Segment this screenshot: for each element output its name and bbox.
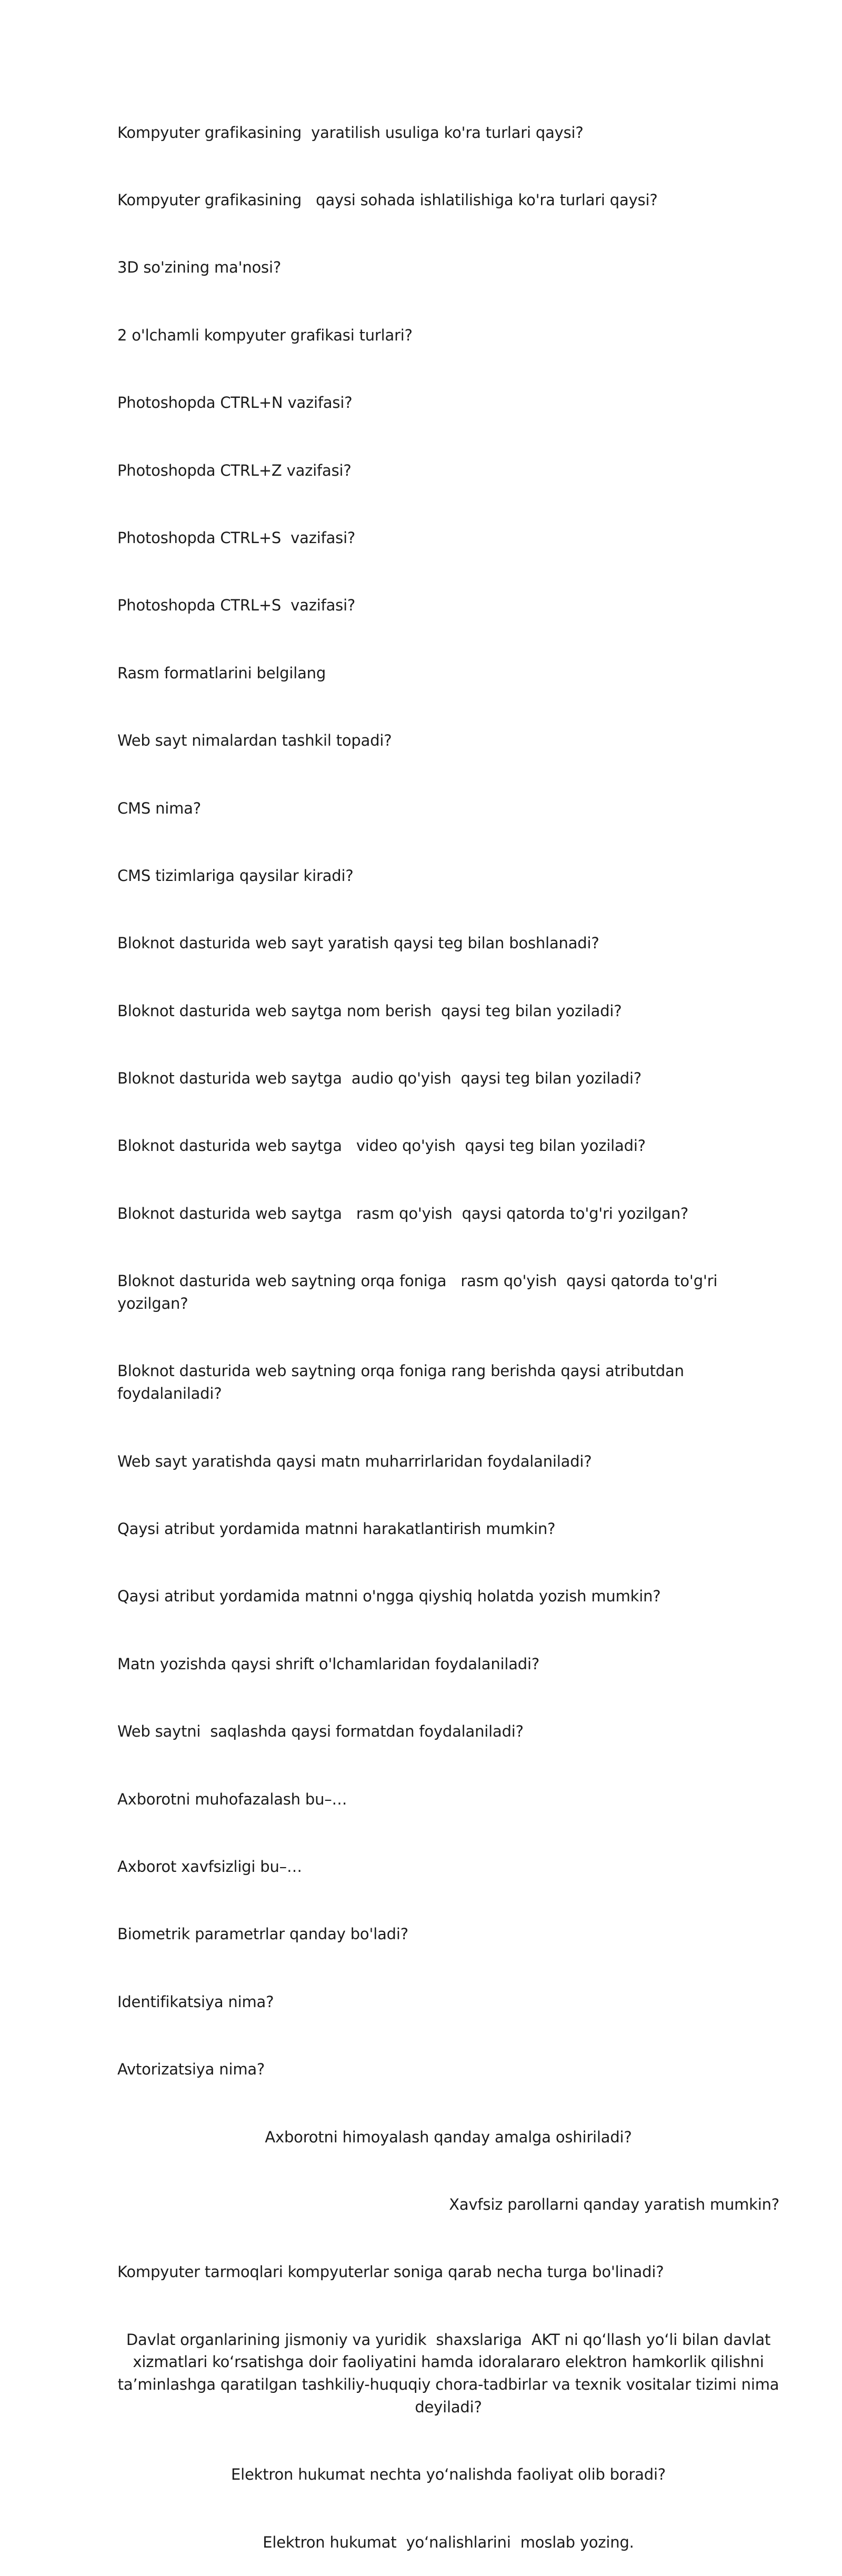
question-line: 2 o'lchamli kompyuter grafikasi turlari?	[117, 326, 413, 344]
question-line: Bloknot dasturida web saytning orqa foniga rang berishda qaysi atributdan foydalaniladi?	[117, 1362, 689, 1403]
question-line: Web sayt nimalardan tashkil topadi?	[117, 731, 392, 750]
question-line: CMS nima?	[117, 799, 201, 817]
question-line: Axborot xavfsizligi bu–…	[117, 1857, 302, 1876]
question-paragraph-centered: Davlat organlarining jismoniy va yuridik shaxslariga AKT ni qo‘llash yo‘li bilan davlat xizmatlari ko‘rsatishga doir faoliyatini hamda idoralararo elektron hamkorlik qilishni ta’minlashga qaratilgan tashkiliy-huquqiy chora-tadbirlar va texnik vositalar tizimi nima deyiladi?	[117, 2330, 784, 2417]
question-line: 3D so'zining ma'nosi?	[117, 258, 282, 277]
question-line: Biometrik parametrlar qanday bo'ladi?	[117, 1925, 408, 1943]
question-line: Bloknot dasturida web saytning orqa foniga rasm qo'yish qaysi qatorda to'g'ri yozilgan?	[117, 1272, 723, 1313]
question-line: Qaysi atribut yordamida matnni o'ngga qiyshiq holatda yozish mumkin?	[117, 1587, 661, 1606]
question-line: Kompyuter grafikasining qaysi sohada ishlatilishiga ko'ra turlari qaysi?	[117, 191, 658, 209]
question-line: Rasm formatlarini belgilang	[117, 664, 326, 682]
question-line-right: Xavfsiz parollarni qanday yaratish mumkin?	[449, 2195, 779, 2213]
question-line-centered: Axborotni himoyalash qanday amalga oshiriladi?	[265, 2128, 632, 2146]
question-line: Qaysi atribut yordamida matnni harakatlantirish mumkin?	[117, 1520, 556, 1538]
question-line: Photoshopda CTRL+Z vazifasi?	[117, 461, 352, 479]
question-line: Kompyuter grafikasining yaratilish usuliga ko'ra turlari qaysi?	[117, 123, 584, 142]
question-line: CMS tizimlariga qaysilar kiradi?	[117, 866, 354, 885]
question-line: Bloknot dasturida web saytga audio qo'yish qaysi teg bilan yoziladi?	[117, 1069, 642, 1088]
question-line: Avtorizatsiya nima?	[117, 2060, 265, 2079]
question-line: Web sayt yaratishda qaysi matn muharrirlaridan foydalaniladi?	[117, 1452, 592, 1470]
question-line: Matn yozishda qaysi shrift o'lchamlaridan foydalaniladi?	[117, 1655, 540, 1673]
question-line: Axborotni muhofazalash bu–…	[117, 1790, 347, 1808]
question-line: Photoshopda CTRL+N vazifasi?	[117, 394, 353, 412]
question-line: Web saytni saqlashda qaysi formatdan foydalaniladi?	[117, 1722, 524, 1741]
document-page	[117, 76, 784, 2576]
question-line: Photoshopda CTRL+S vazifasi?	[117, 596, 356, 615]
question-line: Bloknot dasturida web saytga nom berish qaysi teg bilan yoziladi?	[117, 1001, 622, 1020]
question-line: Bloknot dasturida web saytga video qo'yish qaysi teg bilan yoziladi?	[117, 1137, 646, 1155]
question-line: Bloknot dasturida web sayt yaratish qaysi teg bilan boshlanadi?	[117, 934, 599, 953]
question-line: Identifikatsiya nima?	[117, 1992, 274, 2011]
question-line: Kompyuter tarmoqlari kompyuterlar soniga qarab necha turga bo'linadi?	[117, 2263, 664, 2281]
question-line: Bloknot dasturida web saytga rasm qo'yish qaysi qatorda to'g'ri yozilgan?	[117, 1204, 689, 1222]
question-line: Photoshopda CTRL+S vazifasi?	[117, 528, 356, 547]
question-line-centered: Elektron hukumat yo‘nalishlarini moslab yozing.	[263, 2533, 634, 2551]
question-line-centered: Elektron hukumat nechta yo‘nalishda faoliyat olib boradi?	[231, 2465, 666, 2484]
